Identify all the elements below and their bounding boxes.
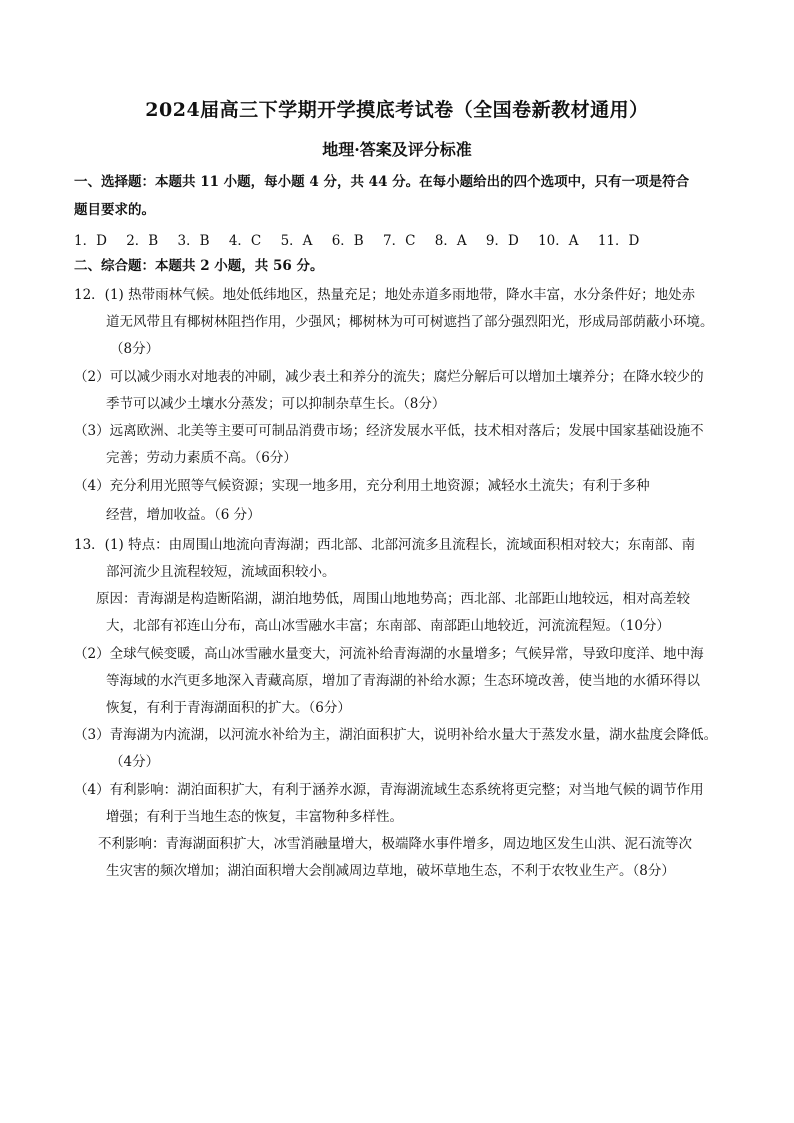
section2-heading: 二、综合题：本题共 2 小题，共 56 分。	[74, 258, 324, 274]
q13-part1-line1: 13．(1) 特点：由周围山地流向青海湖；西北部、北部河流多且流程长，流域面积相对较大；东南部、南	[74, 537, 696, 553]
page-subtitle: 地理·答案及评分标准	[322, 140, 472, 159]
q13-part2-line1: （2）全球气候变暖，高山冰雪融水量变大，河流补给青海湖的水量增多；气候异常，导致印度洋、地中海	[74, 646, 704, 662]
q13-part4-line3: 不利影响：青海湖面积扩大，冰雪消融量增大，极端降水事件增多，周边地区发生山洪、泥石流等次	[98, 836, 692, 852]
answer-9: 9．D	[485, 233, 519, 249]
page-title: 2024届高三下学期开学摸底考试卷（全国卷新教材通用）	[145, 99, 649, 121]
q12-part1-line1: 12．(1) 热带雨林气候。地处低纬地区，热量充足；地处赤道多雨地带，降水丰富，水分条件好；地处赤	[74, 287, 696, 303]
section1-heading-line2: 题目要求的。	[74, 202, 155, 218]
q13-part1-line4: 大，北部有祁连山分布，高山冰雪融水丰富；东南部、南部距山地较近，河流流程短。（10分）	[106, 618, 670, 634]
q12-part3-line2: 完善；劳动力素质不高。（6分）	[106, 450, 297, 466]
q12-part4-line2: 经营，增加收益。（6 分）	[106, 507, 261, 523]
answer-3: 3．B	[177, 233, 210, 249]
q13-part4-line2: 增强；有利于当地生态的恢复，丰富物种多样性。	[106, 809, 403, 825]
answer-7: 7．C	[383, 233, 416, 249]
q13-part2-line3: 恢复，有利于青海湖面积的扩大。（6分）	[106, 700, 351, 716]
answer-2: 2．B	[126, 233, 159, 249]
choice-answers	[74, 229, 654, 249]
answer-8: 8．A	[434, 233, 467, 249]
q13-part3-line1: （3）青海湖为内流湖，以河流水补给为主，湖泊面积扩大，说明补给水量大于蒸发水量，湖水盐度会降低。	[74, 727, 718, 743]
answer-1: 1．D	[74, 233, 107, 249]
answer-5: 5．A	[280, 233, 313, 249]
q13-part2-line2: 等海域的水汽更多地深入青藏高原，增加了青海湖的补给水源；生态环境改善，使当地的水循环得以	[106, 673, 700, 689]
q12-part2-line2: 季节可以减少土壤水分蒸发；可以抑制杂草生长。（8分）	[106, 396, 446, 412]
q13-part1-line2: 部河流少且流程较短，流域面积较小。	[106, 564, 336, 580]
q12-part1-line2: 道无风带且有椰树林阻挡作用，少强风；椰树林为可可树遮挡了部分强烈阳光，形成局部荫蔽小环境。	[106, 314, 714, 330]
answer-11: 11．D	[597, 233, 640, 249]
q12-part2-line1: （2）可以减少雨水对地表的冲刷，减少表土和养分的流失；腐烂分解后可以增加土壤养分；在降水较少的	[74, 369, 704, 385]
answer-4: 4．C	[228, 233, 262, 249]
q12-part4-line1: （4）充分利用光照等气候资源；实现一地多用，充分利用土地资源；减轻水土流失；有利于多种	[74, 478, 650, 494]
q13-part3-line2: （4分）	[110, 754, 160, 770]
q12-part1-line3: （8分）	[110, 341, 160, 357]
q13-part1-line3: 原因：青海湖是构造断陷湖，湖泊地势低，周围山地地势高；西北部、北部距山地较远，相对高差较	[96, 591, 690, 607]
answer-10: 10．A	[538, 233, 579, 249]
section1-heading-line1: 一、选择题：本题共 11 小题，每小题 4 分，共 44 分。在每小题给出的四个选项中，只有一项是符合	[74, 174, 690, 190]
answer-6: 6．B	[331, 233, 364, 249]
q12-part3-line1: （3）远离欧洲、北美等主要可可制品消费市场；经济发展水平低，技术相对落后；发展中国家基础设施不	[74, 423, 704, 439]
q13-part4-line4: 生灾害的频次增加；湖泊面积增大会削减周边草地，破坏草地生态，不利于农牧业生产。（8分）	[106, 863, 675, 879]
q13-part4-line1: （4）有利影响：湖泊面积扩大，有利于涵养水源，青海湖流域生态系统将更完整；对当地气候的调节作用	[74, 782, 704, 798]
